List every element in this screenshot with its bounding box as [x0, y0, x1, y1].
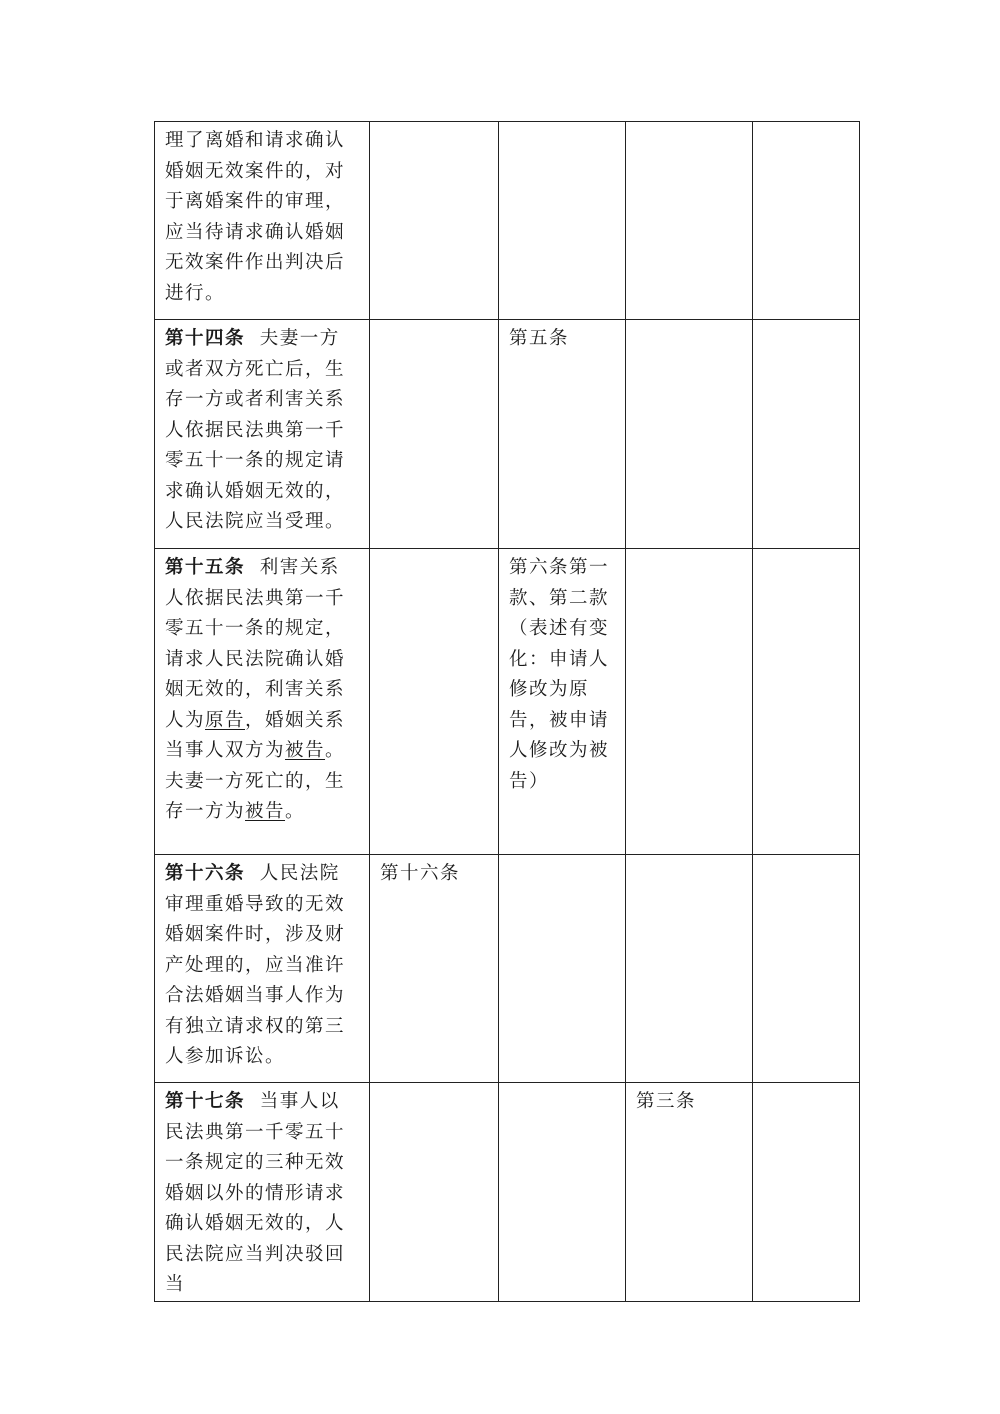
- table-cell: 第三条: [626, 1083, 753, 1302]
- provision-cell: [155, 320, 370, 549]
- provision-text: 。: [285, 801, 306, 822]
- table-cell: [370, 549, 499, 855]
- table-row: [155, 320, 860, 549]
- provision-paragraph: [165, 553, 359, 767]
- provision-paragraph: [165, 767, 359, 828]
- provision-text: ，婚姻关系当事人双方为: [165, 709, 346, 761]
- table-cell: [626, 320, 753, 549]
- table-cell: 第六条第一款、第二款（表述有变化：申请人修改为原告，被申请人修改为被告）: [499, 549, 626, 855]
- comparison-table: [154, 121, 860, 1302]
- provision-text: 。: [325, 740, 346, 761]
- table-cell: [753, 549, 860, 855]
- article-number: 第十四条: [165, 328, 246, 349]
- table-row: [155, 549, 860, 855]
- table-row: [155, 1083, 860, 1302]
- provision-text: 夫妻一方或者双方死亡后，生存一方或者利害关系人依据民法典第一千零五十一条的规定请求确认婚姻无效的，人民法院应当受理。: [165, 328, 346, 532]
- table-row: [155, 855, 860, 1083]
- table-cell: [499, 855, 626, 1083]
- provision-text: 当事人以民法典第一千零五十一条规定的三种无效婚姻以外的情形请求确认婚姻无效的，人民法院应当判决驳回当: [165, 1091, 346, 1295]
- table-cell: [370, 1083, 499, 1302]
- table-cell: 第十六条: [370, 855, 499, 1083]
- article-number: 第十七条: [165, 1091, 246, 1112]
- provision-text: 利害关系人依据民法典第一千零五十一条的规定，请求人民法院确认婚姻无效的，利害关系人为: [165, 557, 346, 731]
- table-cell: [499, 1083, 626, 1302]
- table-cell: [753, 1083, 860, 1302]
- underlined-term: 被告: [285, 740, 326, 761]
- provision-text: 夫妻一方死亡的，生存一方为: [165, 770, 346, 822]
- table-row: [155, 122, 860, 320]
- table-cell: [626, 855, 753, 1083]
- provision-text: 理了离婚和请求确认婚姻无效案件的，对于离婚案件的审理，应当待请求确认婚姻无效案件作出判决后进行。: [165, 130, 346, 304]
- table-cell: [499, 122, 626, 320]
- table-cell: [753, 320, 860, 549]
- table-cell: [626, 549, 753, 855]
- table-cell: [370, 320, 499, 549]
- provision-cell: [155, 122, 370, 320]
- table-cell: [753, 855, 860, 1083]
- article-number: 第十五条: [165, 557, 246, 578]
- table-cell: [753, 122, 860, 320]
- table-cell: [626, 122, 753, 320]
- table-cell: [370, 122, 499, 320]
- provision-cell: [155, 855, 370, 1083]
- table-cell: 第五条: [499, 320, 626, 549]
- underlined-term: 原告: [205, 709, 246, 731]
- provision-cell: [155, 549, 370, 855]
- underlined-term: 被告: [245, 801, 286, 822]
- provision-text: 人民法院审理重婚导致的无效婚姻案件时，涉及财产处理的，应当准许合法婚姻当事人作为有独立请求权的第三人参加诉讼。: [165, 863, 346, 1067]
- article-number: 第十六条: [165, 863, 246, 884]
- provision-cell: [155, 1083, 370, 1302]
